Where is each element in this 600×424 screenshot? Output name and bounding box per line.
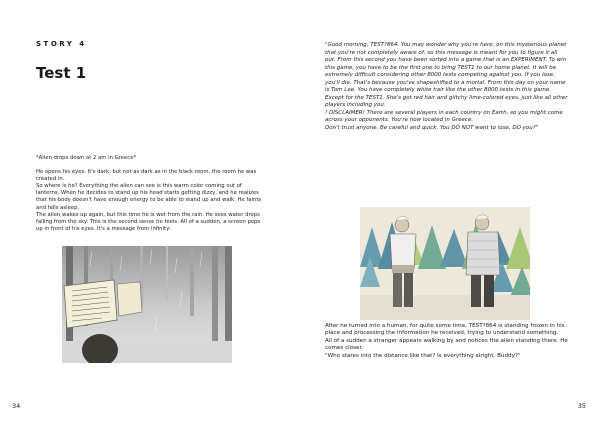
page-number: 35 bbox=[577, 402, 586, 410]
subheading: *Alien drops down at 2 am in Greece* bbox=[36, 155, 137, 161]
two-figures-illustration bbox=[360, 207, 530, 320]
left-body-text bbox=[36, 155, 264, 233]
paragraph: "Who stares into the distance like that? Is everything alright, Buddy?" bbox=[325, 352, 521, 359]
story-label: STORY 4 bbox=[36, 40, 87, 48]
paragraph: So where is he? Everything the alien can see is this warm color coming out of lanterns. When he decides to stand up his head starts getting dizzy, and he realizes that his body doesn't have enough energy to be able to stand up and walk. He faints and falls asleep. bbox=[36, 183, 262, 211]
message-line: Don't trust anyone. Be careful and quick. You DO NOT want to lose, DO you?" bbox=[325, 124, 539, 131]
infinity-message bbox=[325, 42, 568, 132]
message-line: ! DISCLAIMER! There are several players in each country on Earth, so you might come across your opponents. You're now located in Greece. bbox=[325, 109, 563, 123]
right-page bbox=[300, 0, 600, 424]
page-number: 34 bbox=[12, 402, 21, 410]
story-title: Test 1 bbox=[36, 64, 87, 82]
rain-forest-illustration bbox=[62, 246, 232, 363]
paragraph: After he turned into a human, for quite some time, TEST?864 is standing frozen in his place and processing the information he received, trying to understand something. bbox=[325, 323, 565, 337]
paragraph: He opens his eyes. It's dark, but not as dark as in the black room, the room he was created in. bbox=[36, 169, 257, 183]
right-body-text bbox=[325, 323, 570, 360]
paragraph: The alien wakes up again, but this time he is wet from the rain. He sees water drops falling from the sky. This is the second sense he feels. All of a sudden, a screen pops up in front of his eyes. It's a message from infinity: bbox=[36, 211, 261, 232]
paragraph: All of a sudden a stranger appears walking by and notices the alien standing there. He comes closer. bbox=[325, 337, 568, 352]
message-line: "Good morning, TEST?864. You may wonder why you're here, on this mysterious planet that you're not completely aware of, so this message is meant for you to figure it all out. From this second you have been sorted into a game that is an EXPERIMENT. To win this game, you have to be the first one to bring TEST1 to our home planet. It will be extremely difficult considering other 8000 tests competing against you. If you lose, you'll die. That's because you've shapeshifted to a mortal. From this day on your name is Tom Lee. You have completely white hair like the other 8000 tests in this game. Except for the TEST1. She's got red hair and glitchy lime-colored eyes, just like all other players including you. bbox=[325, 42, 568, 108]
